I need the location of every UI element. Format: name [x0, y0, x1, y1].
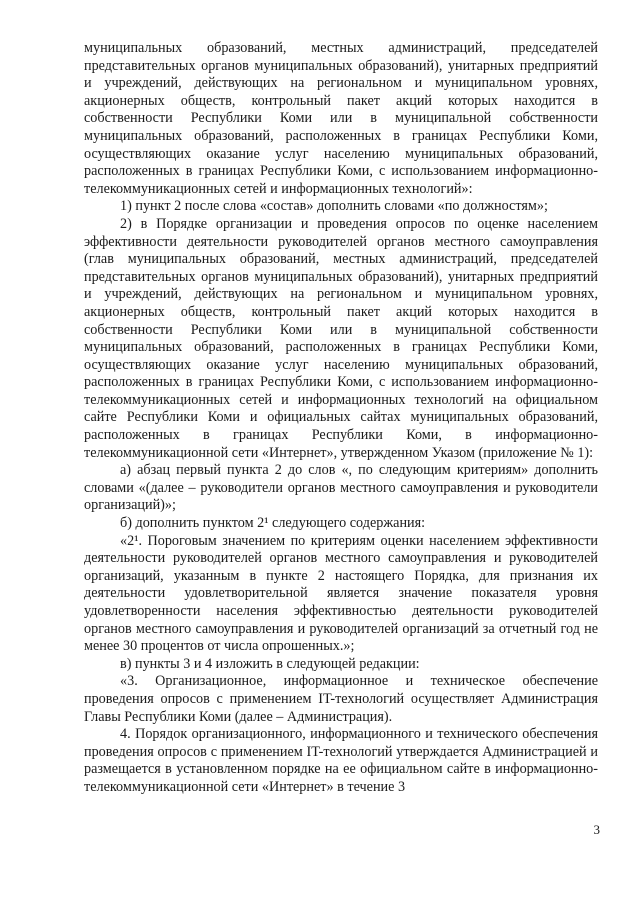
- page-number: 3: [593, 822, 600, 837]
- paragraph-clause-2-1: «2¹. Пороговым значением по критериям оценки населением эффективности деятельности руководителей органов местного самоуправления и руководителей организаций, указанным в пункте 2 настоящего Порядка, для признания их деятельности удовлетворительной является значение показателя уровня удовлетворенности населения эффективностью деятельности руководителей органов местного самоуправления и руководителей организаций за отчетный год не менее 30 процентов от числа опрошенных.»;: [84, 532, 598, 655]
- paragraph-clause-4: 4. Порядок организационного, информационного и технического обеспечения проведения опросов с применением IT-технологий утверждается Администрацией и размещается в установленном порядке на ее официальном сайте в информационно-телекоммуникационной сети «Интернет» в течение 3: [84, 726, 598, 795]
- paragraph-item-2: 2) в Порядке организации и проведения опросов по оценке населением эффективности деятельности руководителей органов местного самоуправления (глав муниципальных образований, местных администраций, председателей представительных органов муниципальных образований), унитарных предприятий и учреждений, действующих на региональном и муниципальном уровнях, акционерных обществ, контрольный пакет акций которых находится в собственности Республики Коми или в муниципальной собственности муниципальных образований, расположенных в границах Республики Коми, осуществляющих оказание услуг населению муниципальных образований, расположенных в границах Республики Коми, с использованием информационно-телекоммуникационных сетей и информационных технологий на официальном сайте Республики Коми и официальных сайтах муниципальных образований, расположенных в границах Республики Коми, в информационно-телекоммуникационной сети «Интернет», утвержденном Указом (приложение № 1):: [84, 215, 598, 461]
- document-body: [84, 40, 598, 797]
- paragraph-subitem-v: в) пункты 3 и 4 изложить в следующей редакции:: [120, 655, 420, 672]
- paragraph-clause-3: «3. Организационное, информационное и техническое обеспечение проведения опросов с применением IT-технологий осуществляет Администрация Главы Республики Коми (далее – Администрация).: [84, 673, 598, 725]
- paragraph-subitem-b: б) дополнить пунктом 2¹ следующего содержания:: [120, 515, 426, 532]
- paragraph-subitem-a: а) абзац первый пункта 2 до слов «, по следующим критериям» дополнить словами «(далее – руководители органов местного самоуправления и руководители организаций)»;: [84, 462, 598, 514]
- paragraph-continuation: муниципальных образований, местных администраций, председателей представительных органов муниципальных образований), унитарных предприятий и учреждений, действующих на региональном и муниципальном уровнях, акционерных обществ, контрольный пакет акций которых находится в собственности Республики Коми или в муниципальной собственности муниципальных образований, расположенных в границах Республики Коми, осуществляющих оказание услуг населению муниципальных образований, расположенных в границах Республики Коми, с использованием информационно-телекоммуникационных сетей и информационных технологий»:: [84, 40, 598, 197]
- paragraph-item-1: 1) пункт 2 после слова «состав» дополнить словами «по должностям»;: [120, 198, 548, 215]
